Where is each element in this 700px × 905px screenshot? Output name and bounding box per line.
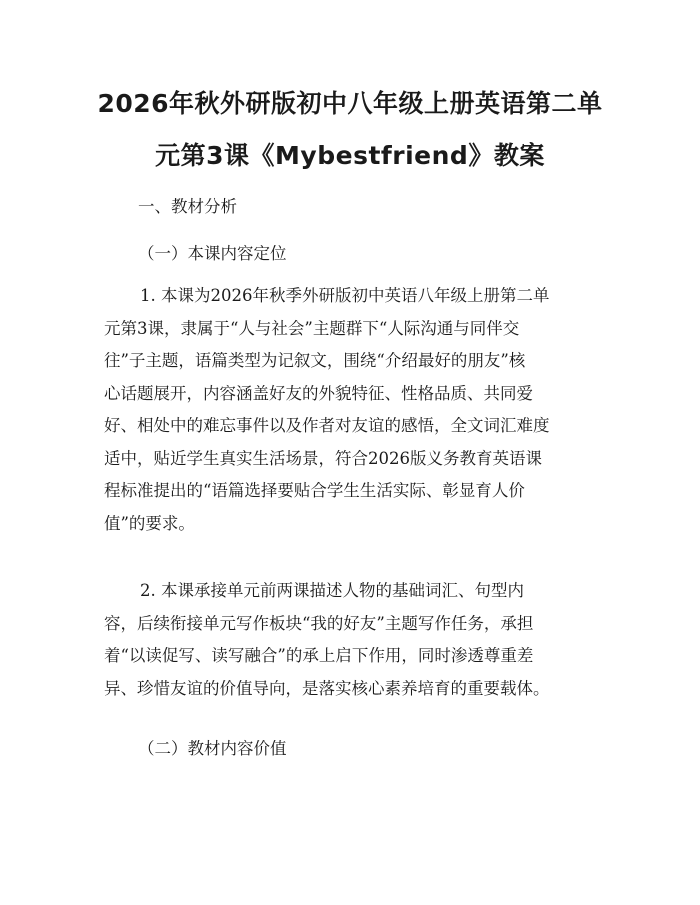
subsection-heading-value: （二）教材内容价值 [138, 739, 287, 758]
paragraph-1-line: 心话题展开，内容涵盖好友的外貌特征、性格品质、共同爱 [104, 383, 533, 403]
paragraph-1 [104, 280, 624, 540]
paragraph-1-line: 程标准提出的“语篇选择要贴合学生生活实际、彰显育人价 [104, 481, 525, 500]
paragraph-2-line: 容，后续衔接单元写作板块“我的好友”主题写作任务，承担 [104, 613, 534, 633]
paragraph-1-line: 适中，贴近学生真实生活场景，符合2026版义务教育英语课 [104, 448, 542, 468]
paragraph-1-line: 好、相处中的难忘事件以及作者对友谊的感悟，全文词汇难度 [104, 416, 550, 435]
paragraph-1-line: 值”的要求。 [104, 513, 195, 533]
paragraph-1-line: 1. 本课为2026年秋季外研版初中英语八年级上册第二单 [140, 286, 550, 305]
section-heading-analysis: 一、教材分析 [138, 197, 237, 216]
document-title-line-1: 2026年秋外研版初中八年级上册英语第二单 [97, 89, 603, 118]
subsection-heading-positioning: （一）本课内容定位 [138, 244, 287, 263]
document-title-line-2: 元第3课《Mybestfriend》教案 [155, 141, 545, 170]
paragraph-2 [104, 575, 624, 705]
paragraph-2-line: 着“以读促写、读写融合”的承上启下作用，同时渗透尊重差 [104, 646, 534, 665]
paragraph-1-line: 往”子主题，语篇类型为记叙文，围绕“介绍最好的朋友”核 [104, 351, 526, 370]
paragraph-1-line: 元第3课，隶属于“人与社会”主题群下“人际沟通与同伴交 [104, 318, 520, 338]
paragraph-2-line: 2. 本课承接单元前两课描述人物的基础词汇、句型内 [140, 581, 524, 600]
paragraph-2-line: 异、珍惜友谊的价值导向，是落实核心素养培育的重要载体。 [104, 678, 550, 698]
